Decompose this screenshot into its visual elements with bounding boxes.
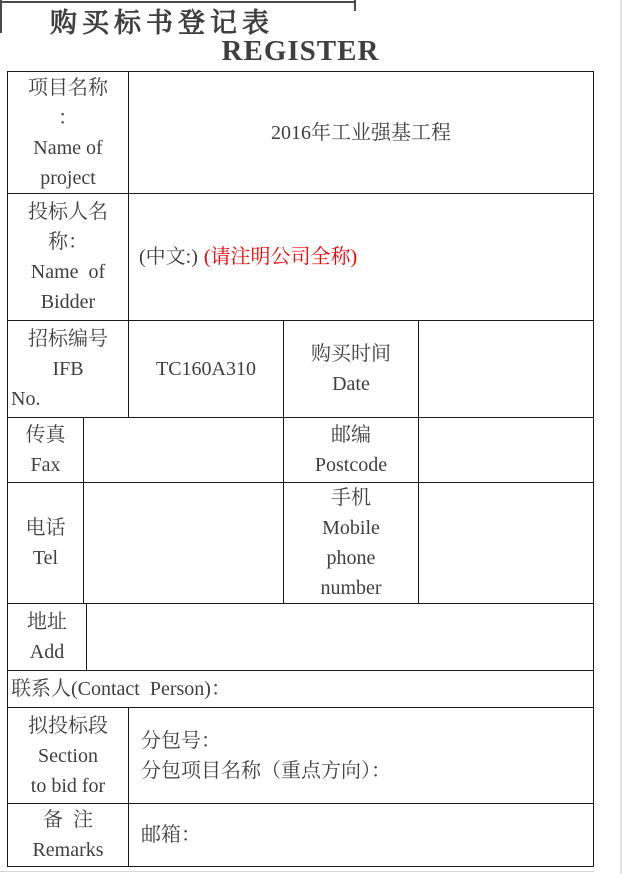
fax-input-cell[interactable]	[84, 418, 284, 483]
fax-label-cell: 传真 Fax	[8, 418, 84, 483]
address-input-cell[interactable]	[87, 604, 594, 671]
section-input-cell[interactable]: 分包号： 分包项目名称（重点方向）：	[129, 708, 594, 804]
postcode-label-cell: 邮编 Postcode	[284, 418, 419, 483]
address-label-cell: 地址 Add	[8, 604, 87, 671]
bidder-name-hint: (中文:) (请注明公司全称)	[139, 246, 358, 268]
row-tel-mobile	[8, 483, 594, 604]
ifb-number-label-cell: 招标编号 IFB No.	[8, 321, 129, 418]
tel-input-cell[interactable]	[84, 483, 284, 604]
project-name-label-cell: 项目名称 ： Name of project	[8, 72, 129, 194]
remarks-email-input-cell[interactable]: 邮箱：	[129, 804, 594, 867]
row-bidder-name	[8, 194, 594, 321]
project-name-value-cell: 2016年工业强基工程	[129, 72, 594, 194]
contact-person-cell[interactable]: 联系人(Contact Person)：	[8, 671, 594, 708]
form-title-chinese: 购买标书登记表	[50, 8, 274, 38]
registration-form-table	[7, 71, 594, 867]
mobile-input-cell[interactable]	[419, 483, 594, 604]
purchase-date-label-cell: 购买时间 Date	[284, 321, 419, 418]
bidder-name-input-cell[interactable]	[129, 194, 594, 321]
row-project-name	[8, 72, 594, 194]
previous-table-left-border	[0, 0, 2, 33]
mobile-label-cell: 手机 Mobile phone number	[284, 483, 419, 604]
row-fax-postcode	[8, 418, 594, 483]
row-remarks	[8, 804, 594, 867]
ifb-number-value-cell: TC160A310	[129, 321, 284, 418]
bidder-name-label-cell: 投标人名 称： Name of Bidder	[8, 194, 129, 321]
page-right-edge	[620, 0, 622, 874]
company-fullname-note: (请注明公司全称)	[203, 246, 358, 268]
remarks-label-cell: 备 注 Remarks	[8, 804, 129, 867]
form-title-english: REGISTER	[221, 35, 380, 67]
postcode-input-cell[interactable]	[419, 418, 594, 483]
section-label-cell: 拟投标段 Section to bid for	[8, 708, 129, 804]
tel-label-cell: 电话 Tel	[8, 483, 84, 604]
next-table-faint-border	[0, 871, 594, 872]
row-ifb-number	[8, 321, 594, 418]
row-address	[8, 604, 594, 671]
purchase-date-input-cell[interactable]	[419, 321, 594, 418]
row-section-to-bid	[8, 708, 594, 804]
previous-table-corner-tick	[354, 0, 356, 11]
row-contact-person	[8, 671, 594, 708]
